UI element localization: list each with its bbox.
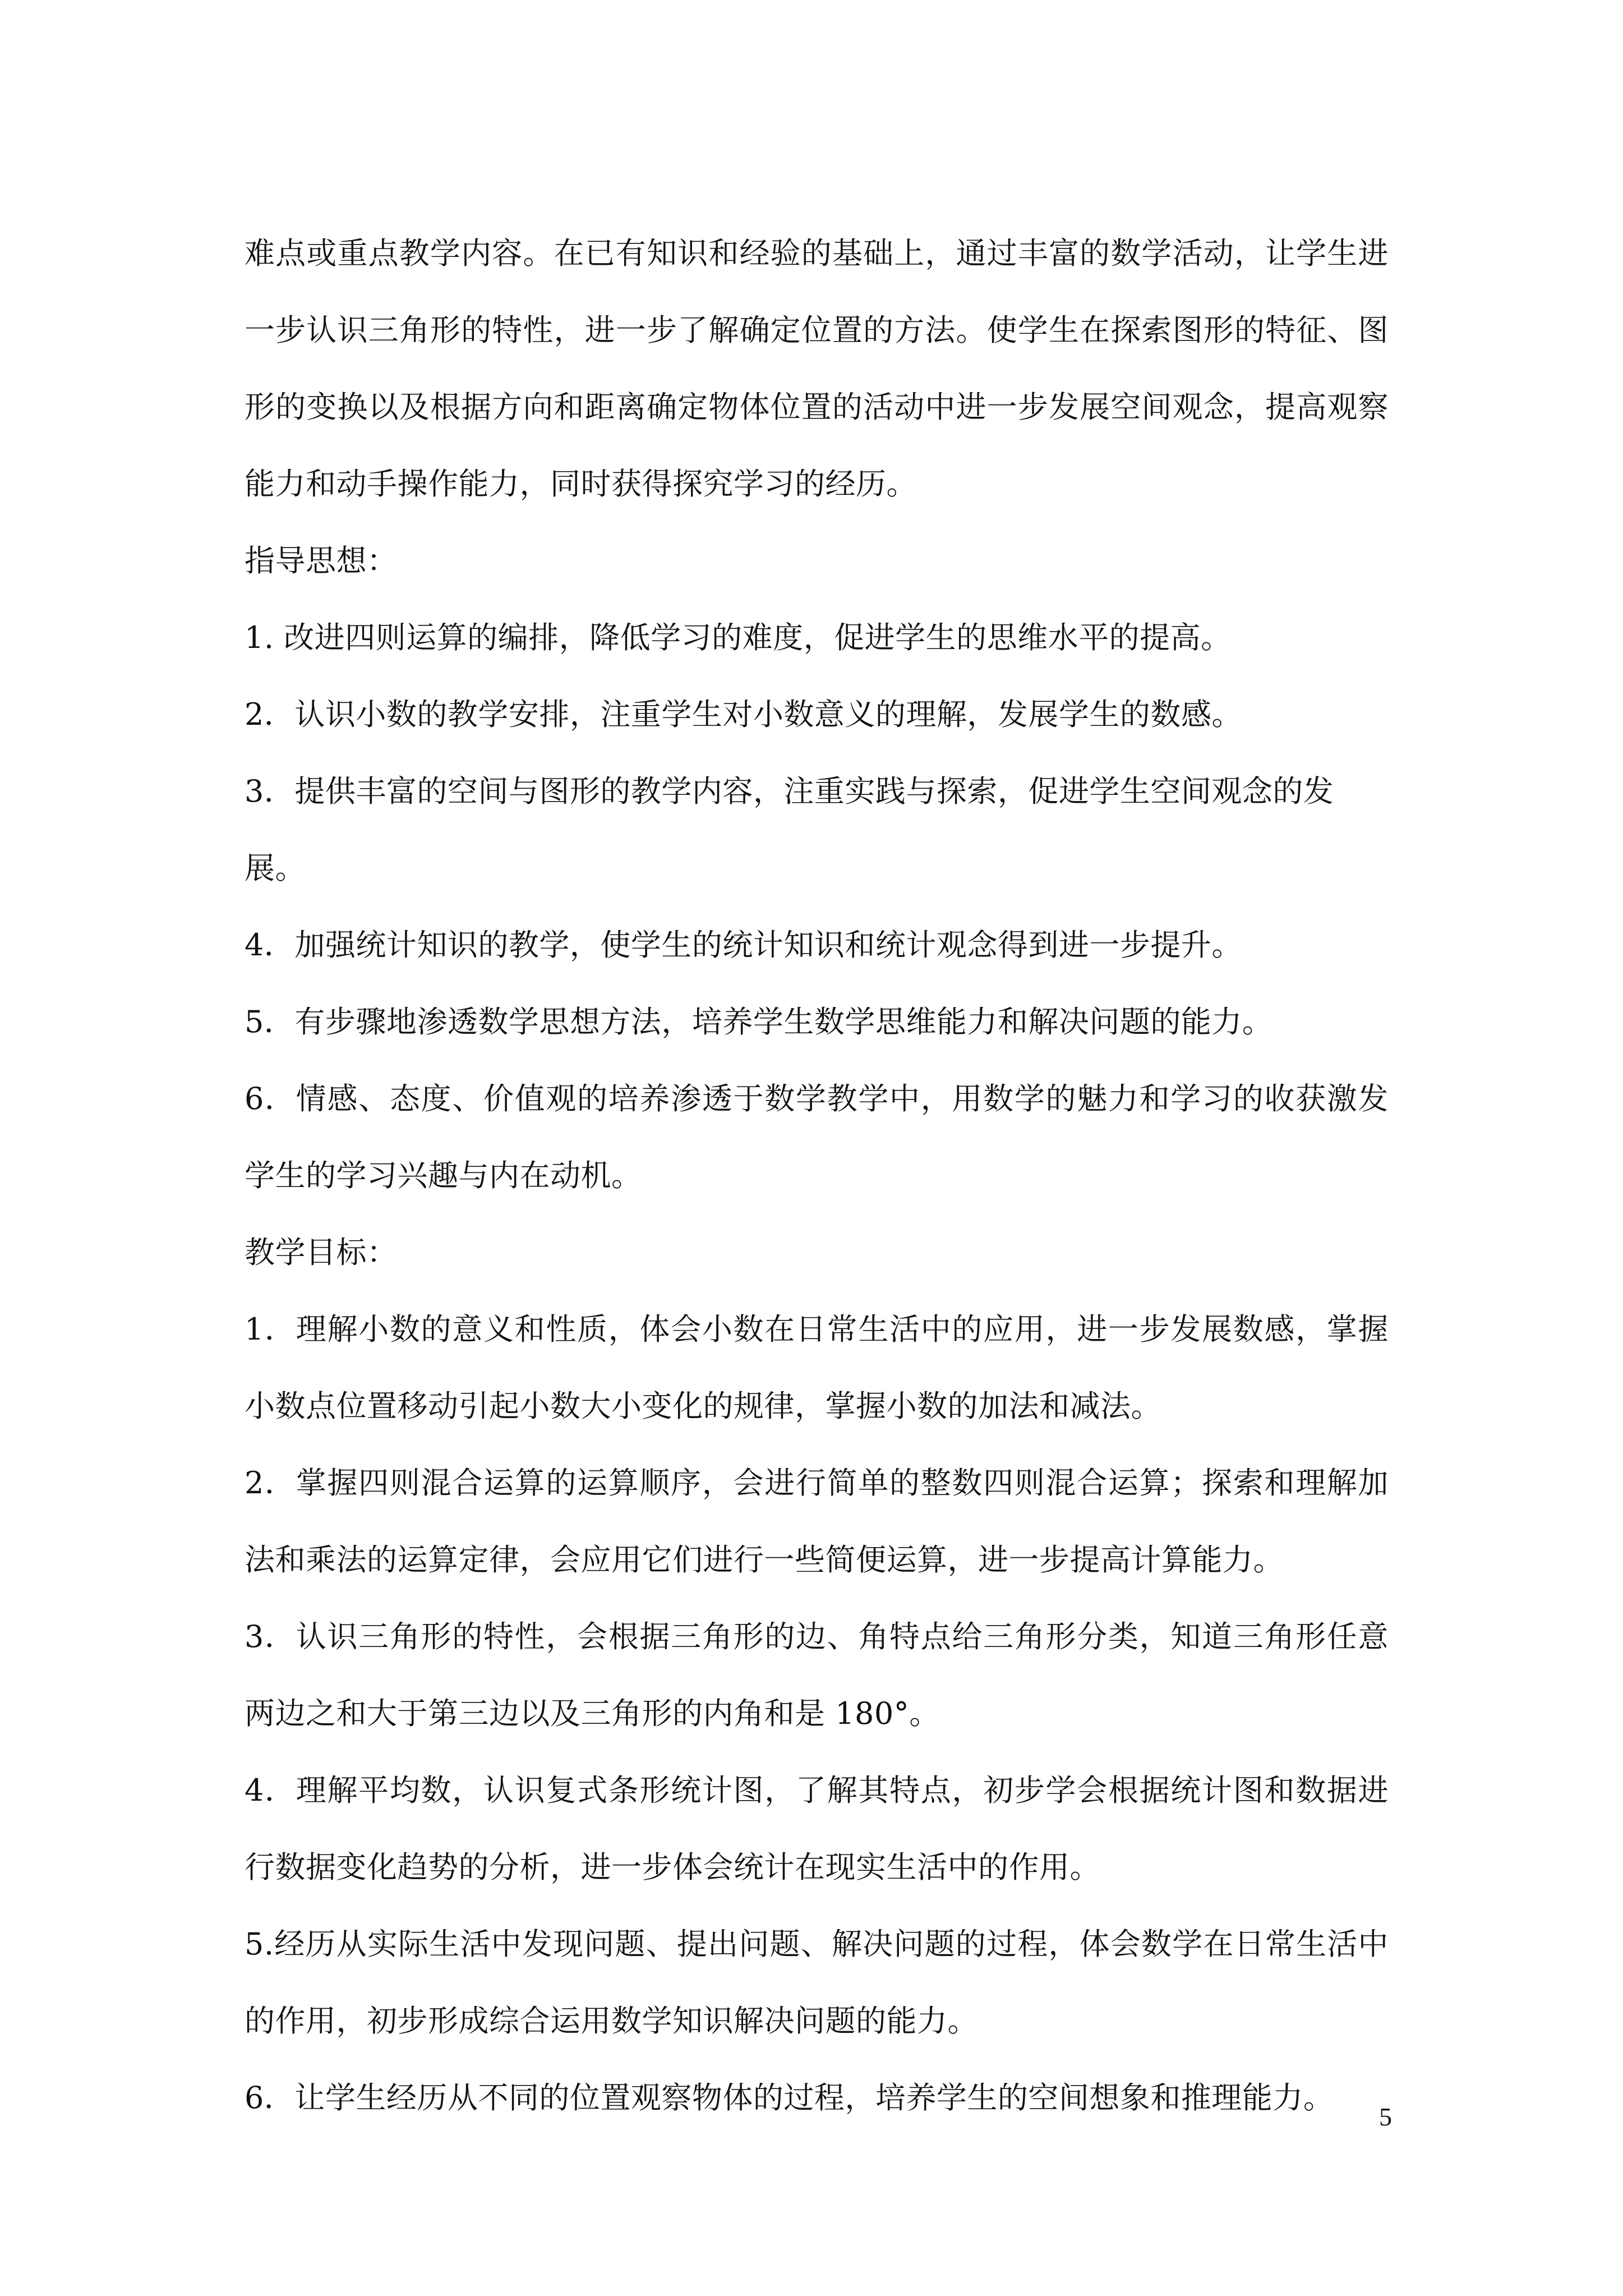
guiding-item-3: 3．提供丰富的空间与图形的教学内容，注重实践与探索，促进学生空间观念的发展。 (245, 774, 1334, 886)
guiding-item-1: 1. 改进四则运算的编排，降低学习的难度，促进学生的思维水平的提高。 (245, 620, 1232, 655)
page-number: 5 (1379, 2102, 1392, 2131)
section-heading-guiding-ideas: 指导思想： (245, 543, 398, 578)
guiding-item-2: 2．认识小数的教学安排，注重学生对小数意义的理解，发展学生的数感。 (245, 697, 1242, 732)
guiding-item-5: 5．有步骤地渗透数学思想方法，培养学生数学思维能力和解决问题的能力。 (245, 1004, 1273, 1039)
goal-item-1: 1．理解小数的意义和性质，体会小数在日常生活中的应用，进一步发展数感，掌握小数点位置移动引起小数大小变化的规律，掌握小数的加法和减法。 (245, 1312, 1389, 1424)
guiding-item-6: 6．情感、态度、价值观的培养渗透于数学教学中，用数学的魅力和学习的收获激发学生的学习兴趣与内在动机。 (245, 1081, 1389, 1193)
goal-item-2: 2．掌握四则混合运算的运算顺序，会进行简单的整数四则混合运算；探索和理解加法和乘法的运算定律，会应用它们进行一些简便运算，进一步提高计算能力。 (245, 1465, 1389, 1577)
section-heading-teaching-goals: 教学目标： (245, 1235, 398, 1270)
goal-item-3: 3．认识三角形的特性，会根据三角形的边、角特点给三角形分类，知道三角形任意两边之和大于第三边以及三角形的内角和是 180°。 (245, 1619, 1389, 1731)
guiding-item-4: 4．加强统计知识的教学，使学生的统计知识和统计观念得到进一步提升。 (245, 927, 1242, 963)
document-body (245, 215, 1389, 2136)
goal-item-5: 5.经历从实际生活中发现问题、提出问题、解决问题的过程，体会数学在日常生活中的作用，初步形成综合运用数学知识解决问题的能力。 (245, 1926, 1389, 2039)
goal-item-4: 4．理解平均数，认识复式条形统计图，了解其特点，初步学会根据统计图和数据进行数据变化趋势的分析，进一步体会统计在现实生活中的作用。 (245, 1773, 1389, 1885)
intro-paragraph: 难点或重点教学内容。在已有知识和经验的基础上，通过丰富的数学活动，让学生进一步认识三角形的特性，进一步了解确定位置的方法。使学生在探索图形的特征、图形的变换以及根据方向和距离确定物体位置的活动中进一步发展空间观念，提高观察能力和动手操作能力，同时获得探究学习的经历。 (245, 236, 1389, 501)
goal-item-6: 6．让学生经历从不同的位置观察物体的过程，培养学生的空间想象和推理能力。 (245, 2080, 1334, 2115)
